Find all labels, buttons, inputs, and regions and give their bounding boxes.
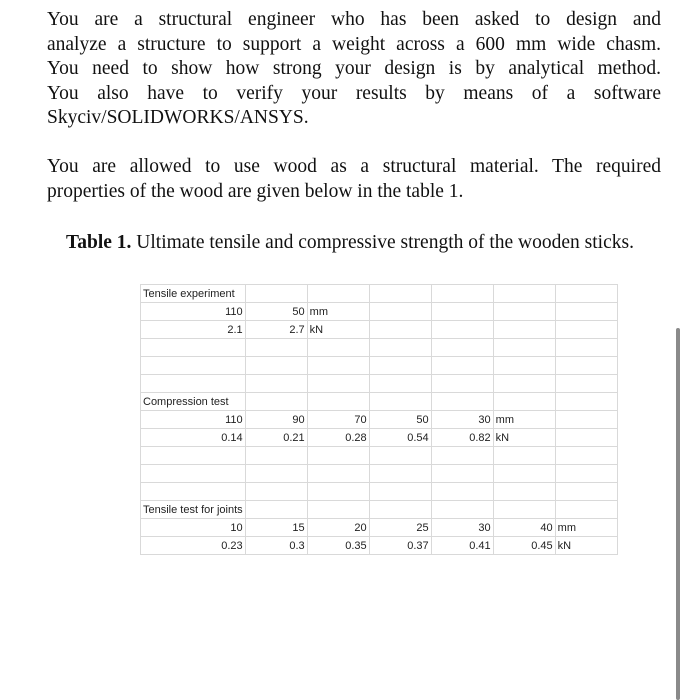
- table-cell: 0.54: [369, 429, 431, 447]
- text-line: analyze a structure to support a weight across a 600 mm wide chasm.: [47, 33, 661, 55]
- table-row: [141, 285, 618, 303]
- table-cell: 2.1: [141, 321, 246, 339]
- table-cell: 70: [307, 411, 369, 429]
- table-cell: 0.45: [493, 537, 555, 555]
- table-cell: 50: [245, 303, 307, 321]
- table-cell: 2.7: [245, 321, 307, 339]
- table-row: [141, 465, 618, 483]
- table-cell: 0.41: [431, 537, 493, 555]
- table-row: [141, 411, 618, 429]
- table-cell: 40: [493, 519, 555, 537]
- table-cell: 0.14: [141, 429, 246, 447]
- section-title-tensile: Tensile experiment: [141, 285, 246, 303]
- table-cell: 20: [307, 519, 369, 537]
- vertical-scrollbar[interactable]: [676, 328, 680, 700]
- table-cell: 15: [245, 519, 307, 537]
- table-cell: 30: [431, 519, 493, 537]
- unit-cell: mm: [307, 303, 369, 321]
- table-caption-text: Ultimate tensile and compressive strength of the wooden sticks.: [131, 232, 634, 253]
- table-cell: 25: [369, 519, 431, 537]
- table-cell: 10: [141, 519, 246, 537]
- table-row: [141, 339, 618, 357]
- text-line: Skyciv/SOLIDWORKS/ANSYS.: [47, 107, 309, 129]
- table-cell: 90: [245, 411, 307, 429]
- table-row: [141, 429, 618, 447]
- table-row: [141, 357, 618, 375]
- table-cell: 0.23: [141, 537, 246, 555]
- unit-cell: mm: [493, 411, 555, 429]
- table-row: [141, 537, 618, 555]
- table-cell: 0.3: [245, 537, 307, 555]
- table-row: [141, 519, 618, 537]
- table-cell: 110: [141, 303, 246, 321]
- unit-cell: mm: [555, 519, 617, 537]
- unit-cell: kN: [555, 537, 617, 555]
- unit-cell: kN: [493, 429, 555, 447]
- text-line: properties of the wood are given below in the table 1.: [47, 180, 464, 202]
- table-row: [141, 375, 618, 393]
- text-line: You need to show how strong your design is by analytical method.: [47, 58, 661, 80]
- table-cell: 30: [431, 411, 493, 429]
- table-cell: 0.82: [431, 429, 493, 447]
- table-cell: 0.35: [307, 537, 369, 555]
- section-title-joints: Tensile test for joints: [141, 501, 246, 519]
- unit-cell: kN: [307, 321, 369, 339]
- section-title-compression: Compression test: [141, 393, 246, 411]
- table-row: [141, 483, 618, 501]
- table-caption-label: Table 1.: [66, 232, 132, 253]
- table-row: [141, 321, 618, 339]
- table-row: [141, 501, 618, 519]
- table-cell: 0.28: [307, 429, 369, 447]
- problem-statement-paragraph: [47, 8, 661, 131]
- strength-data-sheet: [140, 284, 618, 555]
- table-row: [141, 393, 618, 411]
- material-paragraph: [47, 155, 661, 204]
- table-cell: 0.37: [369, 537, 431, 555]
- table-cell: 0.21: [245, 429, 307, 447]
- text-line: You also have to verify your results by means of a software: [47, 82, 661, 104]
- table-row: [141, 447, 618, 465]
- table-row: [141, 303, 618, 321]
- text-line: You are a structural engineer who has been asked to design and: [47, 9, 661, 30]
- table-cell: 50: [369, 411, 431, 429]
- table-caption: [50, 231, 650, 255]
- text-line: You are allowed to use wood as a structural material. The required: [47, 156, 661, 177]
- table-cell: 110: [141, 411, 246, 429]
